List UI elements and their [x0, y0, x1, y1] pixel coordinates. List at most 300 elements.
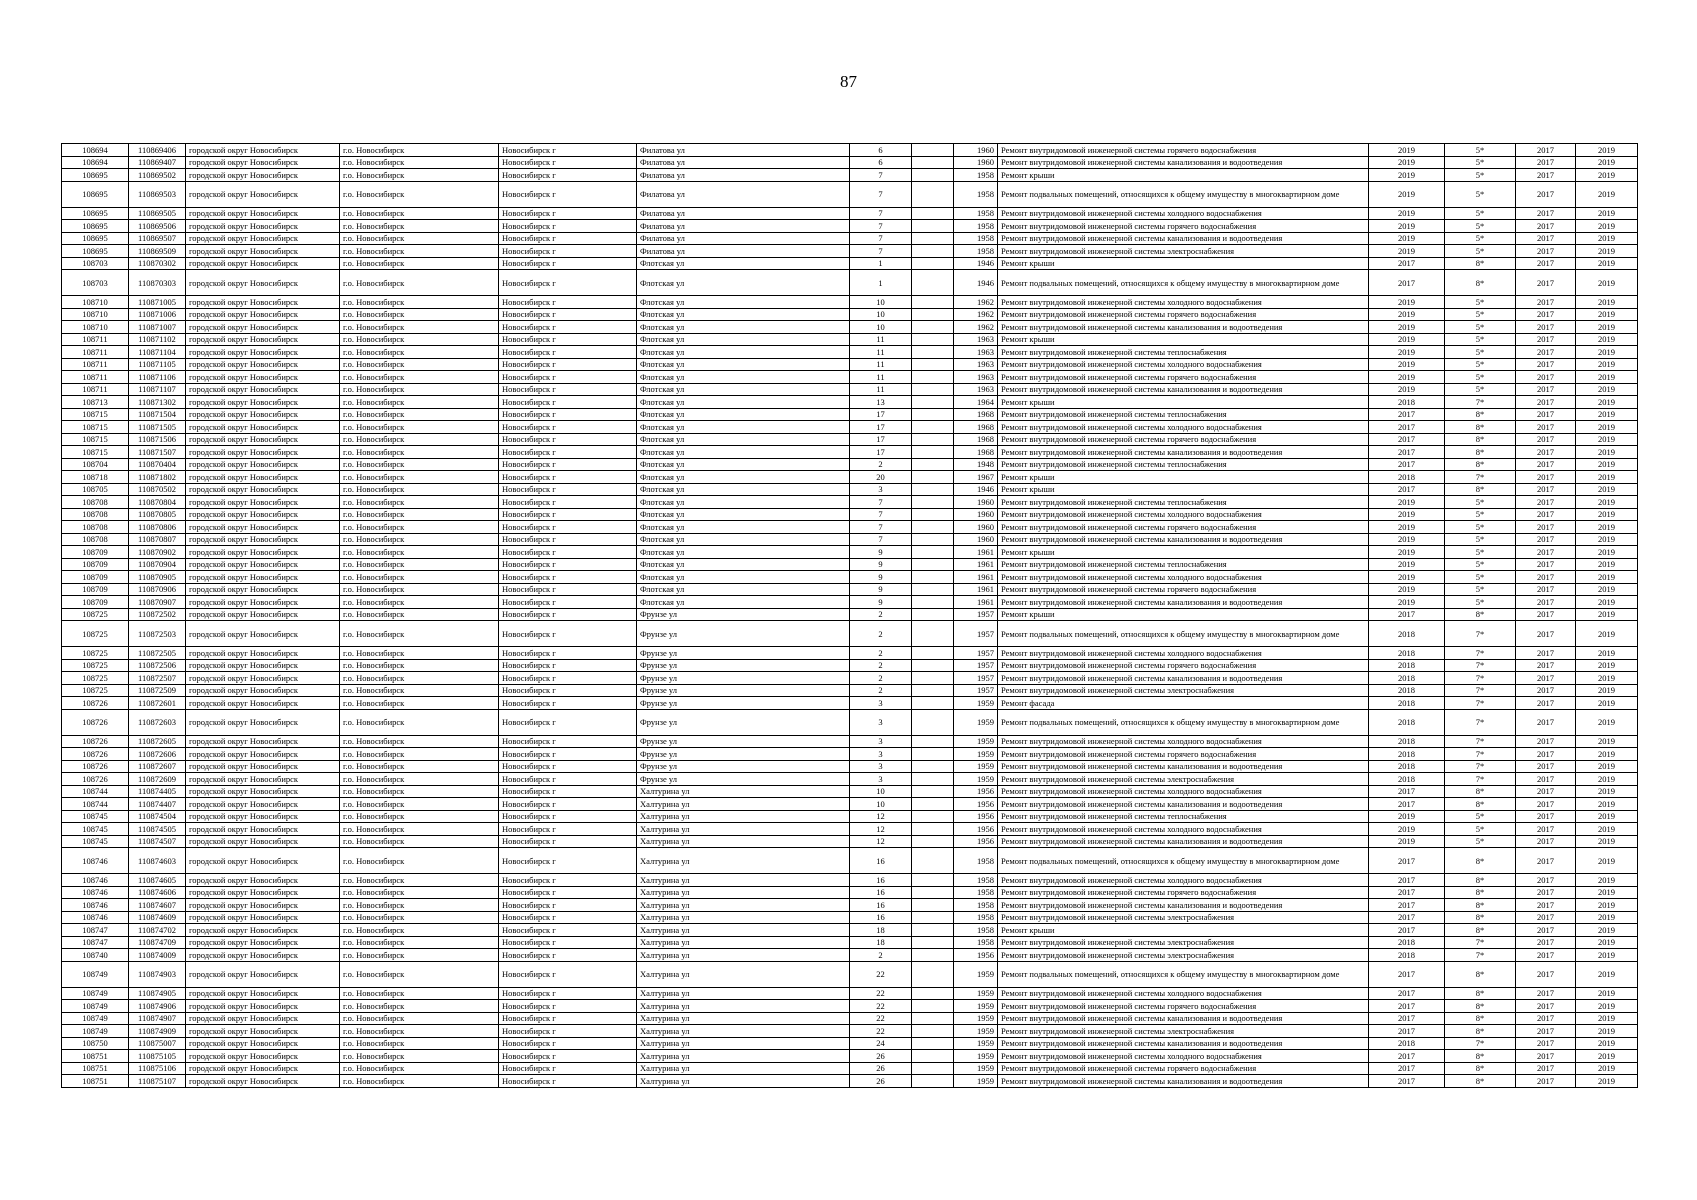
cell-street: Фрунзе ул: [637, 773, 850, 786]
cell-settlement: г.о. Новосибирск: [340, 446, 499, 459]
cell-period-end: 2019: [1576, 558, 1638, 571]
cell-house-id: 108726: [62, 735, 129, 748]
cell-municipality: городской округ Новосибирск: [186, 848, 340, 874]
cell-house-number: 6: [850, 144, 912, 157]
cell-housing: [912, 396, 954, 409]
cell-street: Филатова ул: [637, 220, 850, 233]
cell-plan-year: 2017: [1369, 483, 1445, 496]
cell-house-id: 108726: [62, 697, 129, 710]
cell-house-number: 11: [850, 383, 912, 396]
cell-housing: [912, 346, 954, 359]
cell-build-year: 1958: [954, 207, 998, 220]
cell-city: Новосибирск г: [499, 621, 637, 647]
cell-settlement: г.о. Новосибирск: [340, 735, 499, 748]
cell-municipality: городской округ Новосибирск: [186, 458, 340, 471]
cell-street: Флотская ул: [637, 546, 850, 559]
cell-city: Новосибирск г: [499, 533, 637, 546]
cell-plan-year: 2019: [1369, 521, 1445, 534]
cell-work-type: Ремонт подвальных помещений, относящихся к общему имуществу в многоквартирном доме: [998, 621, 1369, 647]
cell-city: Новосибирск г: [499, 835, 637, 848]
cell-settlement: г.о. Новосибирск: [340, 608, 499, 621]
page-number: 87: [840, 72, 857, 91]
cell-housing: [912, 421, 954, 434]
cell-priority: 8*: [1445, 848, 1516, 874]
capital-repair-table: [61, 143, 1638, 1088]
cell-period-end: 2019: [1576, 596, 1638, 609]
cell-work-type: Ремонт подвальных помещений, относящихся к общему имуществу в многоквартирном доме: [998, 961, 1369, 987]
cell-work-type: Ремонт внутридомовой инженерной системы электроснабжения: [998, 1025, 1369, 1038]
cell-municipality: городской округ Новосибирск: [186, 471, 340, 484]
cell-work-type: Ремонт внутридомовой инженерной системы горячего водоснабжения: [998, 886, 1369, 899]
cell-priority: 5*: [1445, 333, 1516, 346]
cell-street: Филатова ул: [637, 232, 850, 245]
cell-house-id: 108744: [62, 798, 129, 811]
cell-build-year: 1962: [954, 321, 998, 334]
cell-street: Халтурина ул: [637, 886, 850, 899]
table-row: [62, 709, 1638, 735]
cell-work-type: Ремонт внутридомовой инженерной системы теплоснабжения: [998, 496, 1369, 509]
cell-housing: [912, 496, 954, 509]
cell-street: Флотская ул: [637, 358, 850, 371]
cell-street: Халтурина ул: [637, 987, 850, 1000]
cell-work-type: Ремонт внутридомовой инженерной системы холодного водоснабжения: [998, 647, 1369, 660]
cell-settlement: г.о. Новосибирск: [340, 899, 499, 912]
table-row: [62, 169, 1638, 182]
cell-municipality: городской округ Новосибирск: [186, 1012, 340, 1025]
cell-city: Новосибирск г: [499, 408, 637, 421]
cell-street: Флотская ул: [637, 333, 850, 346]
cell-period-start: 2017: [1516, 245, 1576, 258]
cell-work-id: 110871005: [129, 296, 186, 309]
cell-work-id: 110875106: [129, 1062, 186, 1075]
cell-period-start: 2017: [1516, 961, 1576, 987]
cell-house-number: 22: [850, 1025, 912, 1038]
cell-work-id: 110872606: [129, 748, 186, 761]
cell-house-number: 7: [850, 169, 912, 182]
cell-work-id: 110870404: [129, 458, 186, 471]
cell-settlement: г.о. Новосибирск: [340, 596, 499, 609]
cell-street: Халтурина ул: [637, 810, 850, 823]
table-row: [62, 321, 1638, 334]
cell-work-type: Ремонт внутридомовой инженерной системы канализования и водоотведения: [998, 1012, 1369, 1025]
cell-plan-year: 2019: [1369, 245, 1445, 258]
cell-period-start: 2017: [1516, 659, 1576, 672]
cell-build-year: 1957: [954, 684, 998, 697]
cell-work-type: Ремонт внутридомовой инженерной системы электроснабжения: [998, 911, 1369, 924]
cell-house-id: 108749: [62, 987, 129, 1000]
table-row: [62, 735, 1638, 748]
table-row: [62, 848, 1638, 874]
cell-period-start: 2017: [1516, 471, 1576, 484]
cell-house-number: 10: [850, 798, 912, 811]
cell-plan-year: 2019: [1369, 810, 1445, 823]
cell-priority: 5*: [1445, 810, 1516, 823]
cell-period-end: 2019: [1576, 396, 1638, 409]
cell-build-year: 1960: [954, 144, 998, 157]
table-row: [62, 232, 1638, 245]
cell-city: Новосибирск г: [499, 924, 637, 937]
cell-period-start: 2017: [1516, 433, 1576, 446]
table-row: [62, 1075, 1638, 1088]
cell-priority: 8*: [1445, 987, 1516, 1000]
cell-city: Новосибирск г: [499, 672, 637, 685]
table-row: [62, 1012, 1638, 1025]
cell-work-type: Ремонт внутридомовой инженерной системы теплоснабжения: [998, 346, 1369, 359]
cell-period-end: 2019: [1576, 408, 1638, 421]
cell-build-year: 1959: [954, 709, 998, 735]
cell-period-end: 2019: [1576, 1062, 1638, 1075]
cell-period-end: 2019: [1576, 684, 1638, 697]
cell-house-number: 22: [850, 1000, 912, 1013]
cell-street: Халтурина ул: [637, 911, 850, 924]
cell-work-type: Ремонт подвальных помещений, относящихся к общему имуществу в многоквартирном доме: [998, 709, 1369, 735]
table-row: [62, 144, 1638, 157]
cell-municipality: городской округ Новосибирск: [186, 1075, 340, 1088]
cell-house-number: 7: [850, 232, 912, 245]
cell-plan-year: 2017: [1369, 874, 1445, 887]
cell-house-id: 108749: [62, 1000, 129, 1013]
cell-period-start: 2017: [1516, 773, 1576, 786]
cell-build-year: 1962: [954, 296, 998, 309]
cell-housing: [912, 596, 954, 609]
cell-municipality: городской округ Новосибирск: [186, 533, 340, 546]
cell-housing: [912, 987, 954, 1000]
cell-priority: 8*: [1445, 874, 1516, 887]
cell-plan-year: 2019: [1369, 232, 1445, 245]
table-row: [62, 961, 1638, 987]
cell-house-id: 108726: [62, 709, 129, 735]
cell-priority: 5*: [1445, 371, 1516, 384]
cell-street: Халтурина ул: [637, 1050, 850, 1063]
cell-house-id: 108694: [62, 156, 129, 169]
cell-build-year: 1961: [954, 583, 998, 596]
cell-work-id: 110874709: [129, 936, 186, 949]
cell-housing: [912, 333, 954, 346]
table-row: [62, 446, 1638, 459]
cell-house-id: 108711: [62, 371, 129, 384]
cell-build-year: 1959: [954, 748, 998, 761]
cell-priority: 5*: [1445, 558, 1516, 571]
cell-work-id: 110874607: [129, 899, 186, 912]
cell-work-type: Ремонт внутридомовой инженерной системы холодного водоснабжения: [998, 785, 1369, 798]
cell-period-start: 2017: [1516, 270, 1576, 296]
cell-work-type: Ремонт внутридомовой инженерной системы канализования и водоотведения: [998, 321, 1369, 334]
cell-plan-year: 2019: [1369, 181, 1445, 207]
cell-house-id: 108725: [62, 647, 129, 660]
table-row: [62, 371, 1638, 384]
cell-work-id: 110872609: [129, 773, 186, 786]
table-row: [62, 659, 1638, 672]
cell-street: Халтурина ул: [637, 1025, 850, 1038]
cell-house-id: 108709: [62, 596, 129, 609]
cell-period-end: 2019: [1576, 1000, 1638, 1013]
cell-street: Халтурина ул: [637, 823, 850, 836]
table-row: [62, 1037, 1638, 1050]
cell-city: Новосибирск г: [499, 346, 637, 359]
cell-city: Новосибирск г: [499, 596, 637, 609]
cell-build-year: 1963: [954, 371, 998, 384]
cell-street: Халтурина ул: [637, 924, 850, 937]
cell-build-year: 1957: [954, 659, 998, 672]
cell-settlement: г.о. Новосибирск: [340, 886, 499, 899]
cell-settlement: г.о. Новосибирск: [340, 936, 499, 949]
cell-build-year: 1959: [954, 1037, 998, 1050]
cell-period-start: 2017: [1516, 684, 1576, 697]
table-row: [62, 270, 1638, 296]
cell-street: Фрунзе ул: [637, 709, 850, 735]
cell-house-id: 108708: [62, 521, 129, 534]
cell-house-number: 17: [850, 408, 912, 421]
cell-plan-year: 2018: [1369, 647, 1445, 660]
table-row: [62, 571, 1638, 584]
cell-priority: 8*: [1445, 446, 1516, 459]
cell-plan-year: 2018: [1369, 621, 1445, 647]
cell-street: Флотская ул: [637, 421, 850, 434]
cell-period-start: 2017: [1516, 848, 1576, 874]
cell-house-number: 16: [850, 848, 912, 874]
cell-build-year: 1957: [954, 647, 998, 660]
cell-work-id: 110871302: [129, 396, 186, 409]
cell-city: Новосибирск г: [499, 546, 637, 559]
cell-period-end: 2019: [1576, 987, 1638, 1000]
cell-house-number: 7: [850, 508, 912, 521]
cell-street: Фрунзе ул: [637, 647, 850, 660]
cell-house-id: 108725: [62, 672, 129, 685]
cell-work-id: 110870907: [129, 596, 186, 609]
cell-period-start: 2017: [1516, 810, 1576, 823]
cell-period-start: 2017: [1516, 1075, 1576, 1088]
cell-housing: [912, 408, 954, 421]
table-row: [62, 333, 1638, 346]
cell-street: Филатова ул: [637, 181, 850, 207]
cell-municipality: городской округ Новосибирск: [186, 383, 340, 396]
cell-city: Новосибирск г: [499, 144, 637, 157]
cell-period-end: 2019: [1576, 1075, 1638, 1088]
cell-house-number: 10: [850, 321, 912, 334]
cell-housing: [912, 1062, 954, 1075]
cell-street: Флотская ул: [637, 396, 850, 409]
cell-city: Новосибирск г: [499, 798, 637, 811]
cell-settlement: г.о. Новосибирск: [340, 358, 499, 371]
cell-period-end: 2019: [1576, 521, 1638, 534]
cell-street: Флотская ул: [637, 446, 850, 459]
cell-house-id: 108709: [62, 558, 129, 571]
cell-build-year: 1968: [954, 446, 998, 459]
cell-priority: 8*: [1445, 785, 1516, 798]
cell-plan-year: 2017: [1369, 421, 1445, 434]
cell-settlement: г.о. Новосибирск: [340, 396, 499, 409]
table-row: [62, 583, 1638, 596]
cell-work-type: Ремонт внутридомовой инженерной системы канализования и водоотведения: [998, 596, 1369, 609]
cell-work-id: 110871105: [129, 358, 186, 371]
cell-settlement: г.о. Новосибирск: [340, 421, 499, 434]
cell-house-number: 7: [850, 220, 912, 233]
cell-house-id: 108751: [62, 1062, 129, 1075]
cell-municipality: городской округ Новосибирск: [186, 823, 340, 836]
cell-period-end: 2019: [1576, 823, 1638, 836]
table-row: [62, 697, 1638, 710]
cell-settlement: г.о. Новосибирск: [340, 458, 499, 471]
cell-city: Новосибирск г: [499, 1025, 637, 1038]
cell-municipality: городской округ Новосибирск: [186, 684, 340, 697]
cell-settlement: г.о. Новосибирск: [340, 533, 499, 546]
cell-house-id: 108709: [62, 571, 129, 584]
cell-housing: [912, 1000, 954, 1013]
cell-period-end: 2019: [1576, 181, 1638, 207]
cell-street: Флотская ул: [637, 433, 850, 446]
cell-period-start: 2017: [1516, 987, 1576, 1000]
cell-plan-year: 2019: [1369, 383, 1445, 396]
cell-build-year: 1958: [954, 232, 998, 245]
table-row: [62, 483, 1638, 496]
cell-city: Новосибирск г: [499, 608, 637, 621]
cell-plan-year: 2019: [1369, 296, 1445, 309]
cell-housing: [912, 358, 954, 371]
cell-priority: 5*: [1445, 321, 1516, 334]
cell-house-id: 108749: [62, 1012, 129, 1025]
cell-priority: 7*: [1445, 471, 1516, 484]
cell-build-year: 1958: [954, 911, 998, 924]
cell-house-number: 10: [850, 785, 912, 798]
cell-housing: [912, 433, 954, 446]
cell-city: Новосибирск г: [499, 421, 637, 434]
cell-plan-year: 2017: [1369, 987, 1445, 1000]
cell-work-id: 110871007: [129, 321, 186, 334]
cell-settlement: г.о. Новосибирск: [340, 546, 499, 559]
cell-period-start: 2017: [1516, 308, 1576, 321]
cell-plan-year: 2019: [1369, 496, 1445, 509]
cell-work-id: 110870805: [129, 508, 186, 521]
cell-plan-year: 2019: [1369, 358, 1445, 371]
table-row: [62, 433, 1638, 446]
cell-work-type: Ремонт внутридомовой инженерной системы теплоснабжения: [998, 810, 1369, 823]
cell-period-start: 2017: [1516, 949, 1576, 962]
cell-priority: 5*: [1445, 571, 1516, 584]
cell-work-id: 110874405: [129, 785, 186, 798]
cell-municipality: городской округ Новосибирск: [186, 583, 340, 596]
cell-settlement: г.о. Новосибирск: [340, 383, 499, 396]
cell-municipality: городской округ Новосибирск: [186, 748, 340, 761]
cell-house-number: 18: [850, 924, 912, 937]
cell-housing: [912, 383, 954, 396]
cell-work-type: Ремонт внутридомовой инженерной системы холодного водоснабжения: [998, 874, 1369, 887]
table-row: [62, 911, 1638, 924]
cell-period-end: 2019: [1576, 911, 1638, 924]
cell-period-start: 2017: [1516, 446, 1576, 459]
cell-settlement: г.о. Новосибирск: [340, 232, 499, 245]
cell-period-start: 2017: [1516, 596, 1576, 609]
cell-housing: [912, 169, 954, 182]
cell-settlement: г.о. Новосибирск: [340, 245, 499, 258]
cell-housing: [912, 949, 954, 962]
cell-house-number: 22: [850, 987, 912, 1000]
cell-house-number: 24: [850, 1037, 912, 1050]
cell-work-id: 110874507: [129, 835, 186, 848]
cell-settlement: г.о. Новосибирск: [340, 961, 499, 987]
cell-settlement: г.о. Новосибирск: [340, 672, 499, 685]
cell-work-type: Ремонт внутридомовой инженерной системы канализования и водоотведения: [998, 899, 1369, 912]
cell-plan-year: 2019: [1369, 220, 1445, 233]
cell-period-start: 2017: [1516, 735, 1576, 748]
cell-street: Филатова ул: [637, 144, 850, 157]
cell-work-id: 110874905: [129, 987, 186, 1000]
cell-period-end: 2019: [1576, 220, 1638, 233]
cell-street: Флотская ул: [637, 471, 850, 484]
cell-build-year: 1963: [954, 346, 998, 359]
cell-house-id: 108745: [62, 835, 129, 848]
table-row: [62, 1062, 1638, 1075]
cell-house-id: 108695: [62, 169, 129, 182]
cell-housing: [912, 1012, 954, 1025]
cell-plan-year: 2017: [1369, 798, 1445, 811]
cell-period-end: 2019: [1576, 748, 1638, 761]
cell-period-end: 2019: [1576, 848, 1638, 874]
cell-city: Новосибирск г: [499, 308, 637, 321]
cell-build-year: 1946: [954, 483, 998, 496]
cell-work-id: 110871506: [129, 433, 186, 446]
cell-period-end: 2019: [1576, 899, 1638, 912]
cell-priority: 8*: [1445, 270, 1516, 296]
cell-priority: 8*: [1445, 924, 1516, 937]
cell-period-end: 2019: [1576, 169, 1638, 182]
cell-house-number: 11: [850, 371, 912, 384]
cell-city: Новосибирск г: [499, 169, 637, 182]
cell-work-type: Ремонт крыши: [998, 608, 1369, 621]
cell-plan-year: 2017: [1369, 961, 1445, 987]
cell-housing: [912, 748, 954, 761]
cell-work-id: 110872506: [129, 659, 186, 672]
cell-work-type: Ремонт внутридомовой инженерной системы канализования и водоотведения: [998, 232, 1369, 245]
cell-street: Флотская ул: [637, 521, 850, 534]
cell-house-number: 13: [850, 396, 912, 409]
cell-city: Новосибирск г: [499, 987, 637, 1000]
cell-period-start: 2017: [1516, 911, 1576, 924]
cell-house-id: 108703: [62, 257, 129, 270]
cell-priority: 5*: [1445, 383, 1516, 396]
cell-house-id: 108715: [62, 446, 129, 459]
cell-period-start: 2017: [1516, 672, 1576, 685]
cell-period-end: 2019: [1576, 924, 1638, 937]
cell-settlement: г.о. Новосибирск: [340, 924, 499, 937]
cell-settlement: г.о. Новосибирск: [340, 773, 499, 786]
cell-house-number: 2: [850, 659, 912, 672]
cell-build-year: 1958: [954, 220, 998, 233]
cell-street: Халтурина ул: [637, 961, 850, 987]
cell-house-id: 108715: [62, 408, 129, 421]
cell-work-id: 110875107: [129, 1075, 186, 1088]
cell-priority: 7*: [1445, 949, 1516, 962]
cell-street: Флотская ул: [637, 321, 850, 334]
cell-settlement: г.о. Новосибирск: [340, 760, 499, 773]
cell-work-id: 110875105: [129, 1050, 186, 1063]
cell-work-type: Ремонт внутридомовой инженерной системы теплоснабжения: [998, 558, 1369, 571]
cell-work-type: Ремонт внутридомовой инженерной системы холодного водоснабжения: [998, 735, 1369, 748]
cell-priority: 5*: [1445, 546, 1516, 559]
cell-house-number: 17: [850, 421, 912, 434]
cell-period-start: 2017: [1516, 181, 1576, 207]
cell-plan-year: 2019: [1369, 169, 1445, 182]
cell-work-id: 110870502: [129, 483, 186, 496]
cell-work-id: 110870906: [129, 583, 186, 596]
cell-period-start: 2017: [1516, 257, 1576, 270]
cell-work-type: Ремонт внутридомовой инженерной системы холодного водоснабжения: [998, 987, 1369, 1000]
cell-settlement: г.о. Новосибирск: [340, 270, 499, 296]
cell-street: Флотская ул: [637, 571, 850, 584]
table-row: [62, 558, 1638, 571]
table-row: [62, 383, 1638, 396]
cell-work-id: 110870904: [129, 558, 186, 571]
cell-plan-year: 2019: [1369, 207, 1445, 220]
